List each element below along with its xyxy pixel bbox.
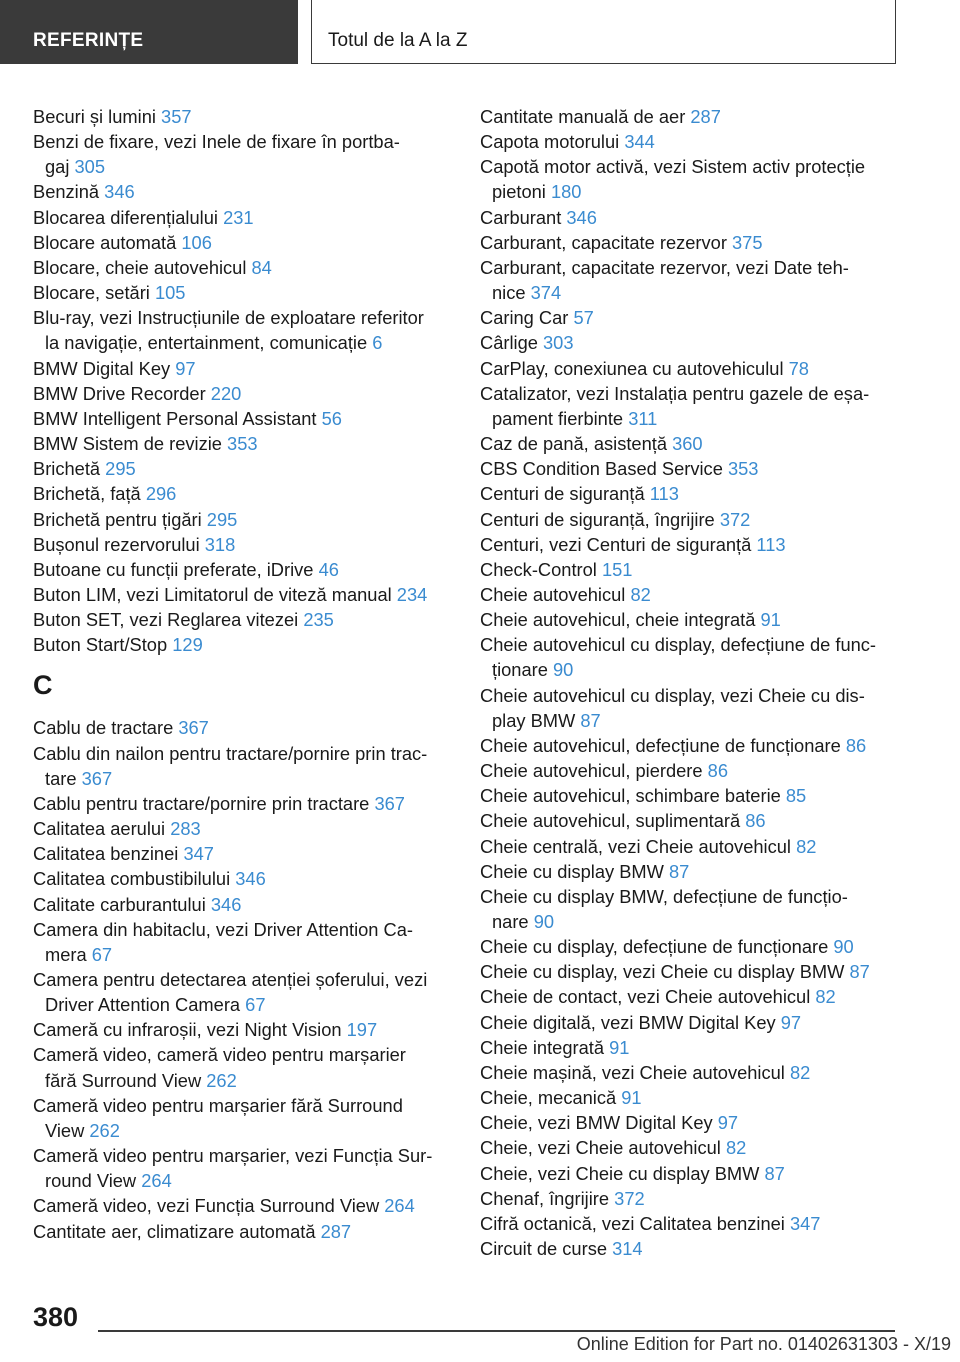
index-entry bbox=[480, 1085, 900, 1110]
index-entry bbox=[480, 984, 900, 1009]
index-entry-text: Cârlige bbox=[480, 332, 538, 354]
header-section-label: REFERINȚE bbox=[33, 30, 144, 51]
index-page-link[interactable]: 105 bbox=[154, 282, 186, 304]
index-entry-text: Bușonul rezervorului bbox=[33, 533, 200, 555]
index-page-link[interactable]: 367 bbox=[374, 792, 405, 814]
index-page-link[interactable]: 346 bbox=[566, 206, 597, 228]
index-page-link[interactable]: 113 bbox=[756, 533, 786, 555]
index-entry-text: Cheie cu display, vezi Cheie cu display BMW bbox=[480, 961, 845, 983]
index-page-link[interactable]: 97 bbox=[717, 1112, 739, 1134]
index-entry bbox=[33, 741, 453, 766]
index-entry-text: Cheie de contact, vezi Cheie autovehicul bbox=[480, 986, 811, 1008]
index-page-link[interactable]: 264 bbox=[141, 1170, 172, 1192]
index-entry-text: nice bbox=[492, 282, 526, 304]
index-entry-text: Buton LIM, vezi Limitatorul de viteză manual bbox=[33, 583, 392, 605]
index-page-link[interactable]: 6 bbox=[372, 332, 383, 354]
index-entry-text: gaj bbox=[45, 156, 70, 178]
index-entry bbox=[33, 1193, 453, 1218]
index-page-link[interactable]: 295 bbox=[105, 458, 136, 480]
index-page-link[interactable]: 91 bbox=[609, 1036, 630, 1058]
index-page-link[interactable]: 372 bbox=[614, 1187, 645, 1209]
index-entry bbox=[480, 758, 900, 783]
index-page-link[interactable]: 220 bbox=[210, 382, 242, 404]
index-entry-text: Cantitate aer, climatizare automată bbox=[33, 1220, 316, 1242]
index-page-link[interactable]: 90 bbox=[533, 911, 555, 932]
index-entry-text: Cheie autovehicul, cheie integrată bbox=[480, 609, 756, 631]
index-entry-text: Cheie autovehicul, defecțiune de funcționare bbox=[480, 734, 841, 756]
index-entry-text: CarPlay, conexiunea cu autovehiculul bbox=[480, 357, 784, 379]
index-entry-text: Caring Car bbox=[480, 307, 569, 329]
index-entry bbox=[480, 733, 900, 758]
index-entry bbox=[33, 607, 453, 632]
index-entry bbox=[33, 791, 453, 816]
index-entry-text: CBS Condition Based Service bbox=[480, 458, 723, 480]
index-entry-text: Catalizator, vezi Instalația pentru gazele de eșa- bbox=[480, 382, 870, 404]
header-section-tab bbox=[0, 0, 298, 64]
index-entry bbox=[33, 255, 453, 280]
index-entry-text: Cheie, mecanică bbox=[480, 1087, 617, 1109]
index-page-link[interactable]: 347 bbox=[789, 1212, 821, 1234]
index-entry-continuation bbox=[33, 766, 453, 791]
index-entry-text: pietoni bbox=[492, 181, 546, 203]
index-letter-heading: C bbox=[33, 670, 53, 701]
index-entry-text: Centuri de siguranță bbox=[480, 483, 645, 505]
index-entry-text: Blocare automată bbox=[33, 231, 177, 253]
index-entry-text: BMW Drive Recorder bbox=[33, 382, 206, 404]
index-page-link[interactable]: 90 bbox=[833, 936, 854, 958]
index-entry-text: Chenaf, îngrijire bbox=[480, 1187, 610, 1209]
index-page-link[interactable]: 287 bbox=[690, 106, 721, 127]
footer-divider bbox=[98, 1330, 895, 1332]
index-entry bbox=[480, 1135, 900, 1160]
index-page-link[interactable]: 78 bbox=[788, 357, 809, 379]
index-entry-continuation bbox=[33, 154, 453, 179]
index-entry-text: mera bbox=[45, 943, 87, 965]
index-entry-text: Cheie autovehicul, suplimentară bbox=[480, 810, 741, 832]
index-page-link[interactable]: 82 bbox=[725, 1137, 747, 1159]
index-entry-continuation bbox=[33, 1168, 453, 1193]
index-entry-text: fără Surround View bbox=[45, 1069, 202, 1091]
index-entry bbox=[480, 356, 900, 381]
index-entry-text: Cheie integrată bbox=[480, 1036, 604, 1058]
index-entry-text: Calitate carburantului bbox=[33, 893, 206, 915]
index-entry-text: Cheie, vezi BMW Digital Key bbox=[480, 1112, 713, 1134]
index-entry bbox=[480, 507, 900, 532]
index-page-link[interactable]: 91 bbox=[621, 1087, 642, 1109]
index-entry bbox=[480, 205, 900, 230]
index-entry-continuation bbox=[33, 1118, 453, 1143]
index-entry-text: Benzină bbox=[33, 181, 100, 203]
index-entry-text: View bbox=[45, 1119, 85, 1141]
index-entry bbox=[480, 557, 900, 582]
index-entry-continuation bbox=[480, 657, 900, 682]
index-entry-continuation bbox=[33, 942, 453, 967]
index-entry-text: Cablu pentru tractare/pornire prin tractare bbox=[33, 792, 370, 814]
index-entry bbox=[480, 1161, 900, 1186]
index-page-link[interactable]: 82 bbox=[815, 986, 836, 1008]
index-entry bbox=[480, 1010, 900, 1035]
index-page-link[interactable]: 346 bbox=[235, 868, 266, 890]
index-entry-text: Cameră video pentru marșarier fără Surround bbox=[33, 1094, 403, 1116]
index-entry-text: Camera pentru detectarea atenției șoferului, vezi bbox=[33, 969, 428, 990]
index-entry bbox=[33, 1143, 453, 1168]
index-entry bbox=[480, 959, 900, 984]
index-page-link[interactable]: 367 bbox=[178, 717, 209, 739]
index-entry bbox=[33, 1093, 453, 1118]
index-page-link[interactable]: 86 bbox=[707, 760, 728, 782]
index-entry bbox=[480, 381, 900, 406]
index-page-link[interactable]: 97 bbox=[780, 1011, 802, 1033]
index-entry bbox=[33, 179, 453, 204]
index-entry bbox=[33, 967, 453, 992]
index-entry-text: Cheie autovehicul cu display, defecțiune de func- bbox=[480, 634, 877, 656]
index-entry-text: Circuit de curse bbox=[480, 1238, 607, 1260]
index-entry-text: Calitatea combustibilului bbox=[33, 868, 231, 890]
index-entry-text: Cifră octanică, vezi Calitatea benzinei bbox=[480, 1212, 785, 1234]
index-entry bbox=[480, 808, 900, 833]
index-entry-text: BMW Sistem de revizie bbox=[33, 433, 222, 455]
index-page-link[interactable]: 283 bbox=[170, 818, 201, 840]
index-entry-text: Cheie cu display, defecțiune de funcționare bbox=[480, 936, 829, 958]
index-entry bbox=[33, 431, 453, 456]
index-entry-text: Cheie cu display BMW bbox=[480, 860, 664, 882]
index-entry-text: round View bbox=[45, 1170, 137, 1192]
index-entry-text: Cheie autovehicul, schimbare baterie bbox=[480, 785, 781, 807]
index-entry bbox=[33, 715, 453, 740]
index-entry bbox=[480, 1035, 900, 1060]
index-entry bbox=[33, 381, 453, 406]
index-page-link[interactable]: 86 bbox=[845, 734, 867, 756]
index-entry bbox=[33, 841, 453, 866]
index-entry bbox=[33, 1017, 453, 1042]
index-entry-continuation bbox=[480, 909, 900, 934]
index-entry-text: Blu-ray, vezi Instrucțiunile de exploatare referitor bbox=[33, 307, 424, 329]
index-entry bbox=[33, 866, 453, 891]
index-entry-text: Cheie, vezi Cheie autovehicul bbox=[480, 1137, 721, 1159]
index-entry bbox=[480, 934, 900, 959]
index-entry bbox=[480, 154, 900, 179]
index-entry-text: Brichetă pentru țigări bbox=[33, 508, 202, 530]
index-entry bbox=[33, 1042, 453, 1067]
index-entry bbox=[480, 431, 900, 456]
index-page-link[interactable]: 231 bbox=[223, 206, 254, 228]
index-page-link[interactable]: 82 bbox=[796, 835, 817, 857]
index-page-link[interactable]: 262 bbox=[89, 1119, 120, 1141]
index-entry bbox=[33, 129, 453, 154]
index-entry-continuation bbox=[33, 992, 453, 1017]
index-entry bbox=[33, 532, 453, 557]
index-entry bbox=[33, 892, 453, 917]
index-entry-text: Capotă motor activă, vezi Sistem activ protecție bbox=[480, 156, 866, 178]
index-entry-text: nare bbox=[492, 911, 529, 932]
index-page-link[interactable]: 318 bbox=[204, 533, 236, 555]
index-entry bbox=[33, 582, 453, 607]
index-page-link[interactable]: 375 bbox=[732, 231, 763, 253]
index-page-link[interactable]: 85 bbox=[785, 785, 807, 807]
index-entry-text: Check-Control bbox=[480, 558, 597, 580]
index-entry-text: Cheie centrală, vezi Cheie autovehicul bbox=[480, 835, 791, 857]
index-entry-text: play BMW bbox=[492, 709, 576, 731]
index-entry-text: Calitatea benzinei bbox=[33, 843, 179, 865]
index-page-link[interactable]: 106 bbox=[181, 231, 212, 253]
index-entry bbox=[480, 129, 900, 154]
index-page-link[interactable]: 91 bbox=[760, 609, 781, 631]
index-page-link[interactable]: 353 bbox=[227, 433, 258, 455]
index-entry-text: Buton SET, vezi Reglarea vitezei bbox=[33, 609, 299, 631]
index-entry-text: Cheie digitală, vezi BMW Digital Key bbox=[480, 1011, 776, 1033]
index-entry bbox=[480, 104, 900, 129]
index-page-link[interactable]: 97 bbox=[175, 357, 196, 379]
index-page-link[interactable]: 56 bbox=[321, 407, 342, 429]
index-entry bbox=[480, 1060, 900, 1085]
index-entry-text: BMW Digital Key bbox=[33, 357, 171, 379]
index-entry bbox=[480, 1186, 900, 1211]
index-entry-text: Camera din habitaclu, vezi Driver Attention Ca- bbox=[33, 918, 414, 940]
index-entry bbox=[480, 783, 900, 808]
index-entry bbox=[33, 632, 453, 657]
index-page-link[interactable]: 303 bbox=[543, 332, 574, 354]
index-entry-text: Centuri, vezi Centuri de siguranță bbox=[480, 533, 752, 555]
index-entry-text: Cablu de tractare bbox=[33, 717, 174, 739]
index-entry-text: Brichetă, față bbox=[33, 483, 141, 505]
index-page-link[interactable]: 90 bbox=[553, 659, 574, 681]
index-entry-text: pament fierbinte bbox=[492, 407, 624, 429]
index-page-link[interactable]: 314 bbox=[612, 1238, 643, 1260]
index-entry bbox=[33, 104, 453, 129]
index-entry-text: Carburant, capacitate rezervor bbox=[480, 231, 727, 253]
index-entry bbox=[480, 632, 900, 657]
index-entry-text: Cameră cu infraroșii, vezi Night Vision bbox=[33, 1019, 342, 1041]
index-entry-continuation bbox=[33, 1068, 453, 1093]
index-entry bbox=[480, 884, 900, 909]
index-entry-text: Benzi de fixare, vezi Inele de fixare în portba- bbox=[33, 131, 400, 153]
index-page-link[interactable]: 84 bbox=[251, 256, 272, 278]
index-entry bbox=[33, 456, 453, 481]
index-entry-text: Cheie autovehicul bbox=[480, 583, 626, 605]
index-entry-continuation bbox=[480, 280, 900, 305]
header-title: Totul de la A la Z bbox=[328, 30, 468, 51]
index-entry-text: Capota motorului bbox=[480, 131, 620, 153]
index-entry-text: Cheie mașină, vezi Cheie autovehicul bbox=[480, 1061, 785, 1083]
index-entry-text: Butoane cu funcții preferate, iDrive bbox=[33, 558, 314, 580]
index-entry-text: Caz de pană, asistență bbox=[480, 433, 667, 455]
index-entry-text: Cheie cu display BMW, defecțiune de funcțio- bbox=[480, 885, 848, 907]
index-page-link[interactable]: 82 bbox=[789, 1061, 811, 1083]
index-entry-text: Becuri și lumini bbox=[33, 106, 156, 127]
index-entry bbox=[33, 205, 453, 230]
page-number: 380 bbox=[33, 1302, 79, 1332]
index-entry bbox=[480, 481, 900, 506]
index-page-link[interactable]: 113 bbox=[649, 483, 679, 505]
header-title-box bbox=[311, 0, 896, 64]
index-page-link[interactable]: 311 bbox=[628, 407, 658, 429]
index-entry bbox=[33, 406, 453, 431]
index-page-link[interactable]: 360 bbox=[672, 433, 703, 455]
index-page-link[interactable]: 82 bbox=[630, 583, 651, 605]
footer-edition-text: Online Edition for Part no. 01402631303 - X/19 bbox=[576, 1334, 951, 1354]
index-page-link[interactable]: 151 bbox=[601, 558, 633, 580]
index-page-link[interactable]: 46 bbox=[318, 558, 339, 580]
index-page-link[interactable]: 346 bbox=[210, 893, 242, 915]
index-entry bbox=[33, 305, 453, 330]
index-entry bbox=[480, 1110, 900, 1135]
index-entry-text: Cantitate manuală de aer bbox=[480, 106, 686, 127]
index-page-link[interactable]: 367 bbox=[81, 767, 113, 789]
index-entry bbox=[33, 280, 453, 305]
index-entry bbox=[480, 230, 900, 255]
index-entry-text: la navigație, entertainment, comunicație bbox=[45, 332, 368, 354]
index-page-link[interactable]: 287 bbox=[320, 1220, 352, 1242]
index-entry-text: Carburant bbox=[480, 206, 562, 228]
index-entry-text: Driver Attention Camera bbox=[45, 994, 241, 1016]
index-entry-continuation bbox=[33, 330, 453, 355]
index-entry-text: Carburant, capacitate rezervor, vezi Date teh- bbox=[480, 256, 849, 278]
index-page-link[interactable]: 296 bbox=[145, 483, 177, 505]
index-page-link[interactable]: 87 bbox=[580, 709, 601, 731]
index-entry-text: Cameră video, cameră video pentru marșarier bbox=[33, 1044, 406, 1066]
index-entry-text: Blocare, cheie autovehicul bbox=[33, 256, 247, 278]
index-entry-text: tare bbox=[45, 767, 77, 789]
index-entry bbox=[33, 917, 453, 942]
index-entry bbox=[480, 330, 900, 355]
index-entry bbox=[480, 456, 900, 481]
index-entry bbox=[33, 1219, 453, 1244]
index-page-link[interactable]: 67 bbox=[245, 994, 266, 1016]
index-entry-text: Calitatea aerului bbox=[33, 818, 166, 840]
index-entry bbox=[480, 1236, 900, 1261]
index-entry-text: Cablu din nailon pentru tractare/pornire prin trac- bbox=[33, 742, 428, 764]
index-entry-text: Blocarea diferențialului bbox=[33, 206, 218, 228]
index-entry bbox=[480, 1211, 900, 1236]
index-entry-text: Brichetă bbox=[33, 458, 101, 480]
index-entry-continuation bbox=[480, 179, 900, 204]
index-page-link[interactable]: 264 bbox=[384, 1195, 415, 1217]
index-page-link[interactable]: 87 bbox=[849, 961, 870, 983]
index-entry bbox=[33, 507, 453, 532]
index-entry-text: Cheie, vezi Cheie cu display BMW bbox=[480, 1162, 760, 1184]
index-entry bbox=[33, 816, 453, 841]
index-entry bbox=[480, 532, 900, 557]
index-entry bbox=[480, 255, 900, 280]
index-entry bbox=[480, 582, 900, 607]
index-entry bbox=[480, 834, 900, 859]
index-page-link[interactable]: 87 bbox=[764, 1162, 785, 1184]
index-page-link[interactable]: 180 bbox=[550, 181, 582, 203]
index-page-link[interactable]: 347 bbox=[183, 843, 214, 865]
index-column-right bbox=[480, 104, 900, 1261]
index-entry bbox=[33, 356, 453, 381]
index-page-link[interactable]: 295 bbox=[206, 508, 238, 530]
index-page-link[interactable]: 262 bbox=[206, 1069, 237, 1091]
index-page-link[interactable]: 372 bbox=[719, 508, 751, 530]
index-page-link[interactable]: 305 bbox=[74, 156, 106, 178]
index-entry-continuation bbox=[480, 708, 900, 733]
index-column-left bbox=[33, 104, 453, 1244]
index-entry bbox=[480, 683, 900, 708]
index-entry bbox=[480, 305, 900, 330]
index-entry bbox=[480, 859, 900, 884]
index-entry-continuation bbox=[480, 406, 900, 431]
index-page-link[interactable]: 86 bbox=[745, 810, 766, 832]
index-page-link[interactable]: 235 bbox=[303, 609, 334, 631]
index-entry bbox=[33, 557, 453, 582]
index-page-link[interactable]: 344 bbox=[624, 131, 655, 153]
index-page-link[interactable]: 357 bbox=[161, 106, 192, 127]
index-page-link[interactable]: 129 bbox=[172, 634, 203, 656]
index-entry-text: Cameră video pentru marșarier, vezi Funcția Sur- bbox=[33, 1145, 433, 1167]
index-entry-text: Cheie autovehicul cu display, vezi Cheie cu dis- bbox=[480, 684, 865, 706]
index-entry-text: BMW Intelligent Personal Assistant bbox=[33, 407, 317, 429]
index-page-link[interactable]: 374 bbox=[530, 282, 562, 304]
index-page-link[interactable]: 57 bbox=[573, 307, 594, 329]
index-entry-text: Cheie autovehicul, pierdere bbox=[480, 760, 703, 782]
index-page-link[interactable]: 87 bbox=[669, 860, 690, 882]
index-entry-text: Blocare, setări bbox=[33, 282, 150, 304]
index-entry-text: ționare bbox=[492, 659, 548, 681]
index-entry-text: Buton Start/Stop bbox=[33, 634, 168, 656]
index-page-link[interactable]: 234 bbox=[396, 583, 428, 605]
index-entry bbox=[480, 607, 900, 632]
index-page-link[interactable]: 67 bbox=[91, 943, 113, 965]
index-entry bbox=[33, 230, 453, 255]
index-entry-text: Cameră video, vezi Funcția Surround View bbox=[33, 1195, 380, 1217]
index-entry bbox=[33, 481, 453, 506]
index-page-link[interactable]: 197 bbox=[346, 1019, 378, 1041]
index-page-link[interactable]: 346 bbox=[104, 181, 135, 203]
index-page-link[interactable]: 353 bbox=[727, 458, 759, 480]
index-entry-text: Centuri de siguranță, îngrijire bbox=[480, 508, 715, 530]
